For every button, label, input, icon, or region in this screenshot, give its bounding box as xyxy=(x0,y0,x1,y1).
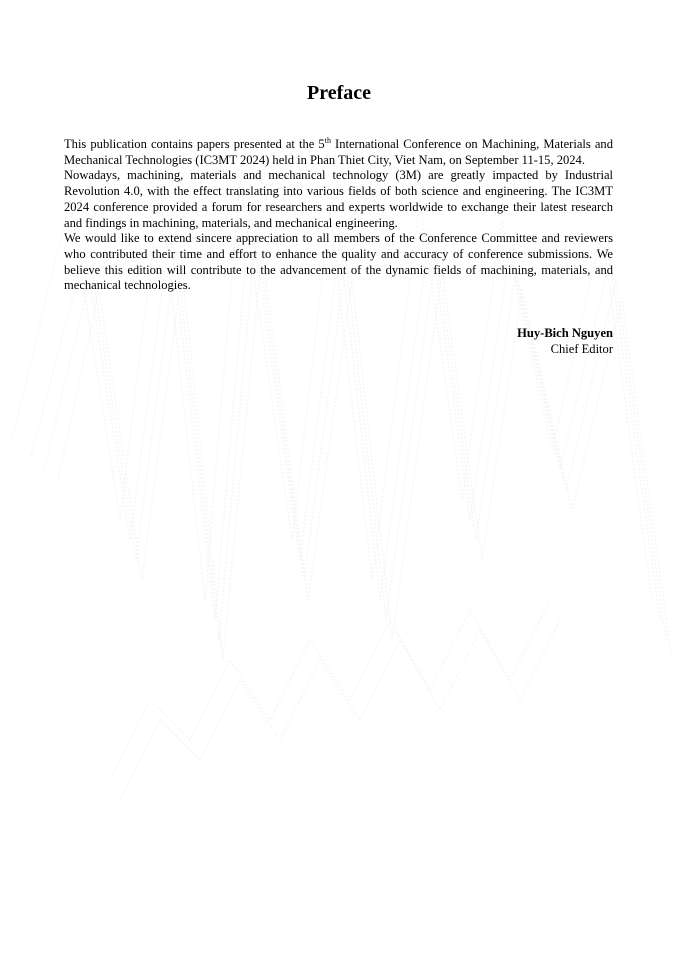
paragraph-intro-text: This publication contains papers presented at the 5 xyxy=(64,137,325,151)
editor-name: Huy-Bich Nguyen xyxy=(517,326,613,340)
paragraph-intro xyxy=(64,137,613,168)
preface-body xyxy=(64,137,613,294)
paragraph-context: Nowadays, machining, materials and mechanical technology (3M) are greatly impacted by Industrial Revolution 4.0, with the effect translating into various fields of both science and engineering. The IC3MT 2024 conference provided a forum for researchers and experts worldwide to exchange their latest research and findings in machining, materials, and mechanical engineering. xyxy=(64,168,613,230)
signature-block xyxy=(64,326,613,357)
paragraph-acknowledgement: We would like to extend sincere appreciation to all members of the Conference Committee and reviewers who contributed their time and effort to enhance the quality and accuracy of conference submissions. We believe this edition will contribute to the advancement of the dynamic fields of machining, materials, and mechanical technologies. xyxy=(64,231,613,293)
page-title: Preface xyxy=(306,82,372,104)
editor-role: Chief Editor xyxy=(550,341,613,356)
ordinal-suffix: th xyxy=(324,136,331,145)
paragraph-intro-text-rest: International Conference on Machining, Materials and Mechanical Technologies (IC3MT 2024) held in Phan Thiet City, Viet Nam, on September 11-15, 2024. xyxy=(64,137,613,167)
